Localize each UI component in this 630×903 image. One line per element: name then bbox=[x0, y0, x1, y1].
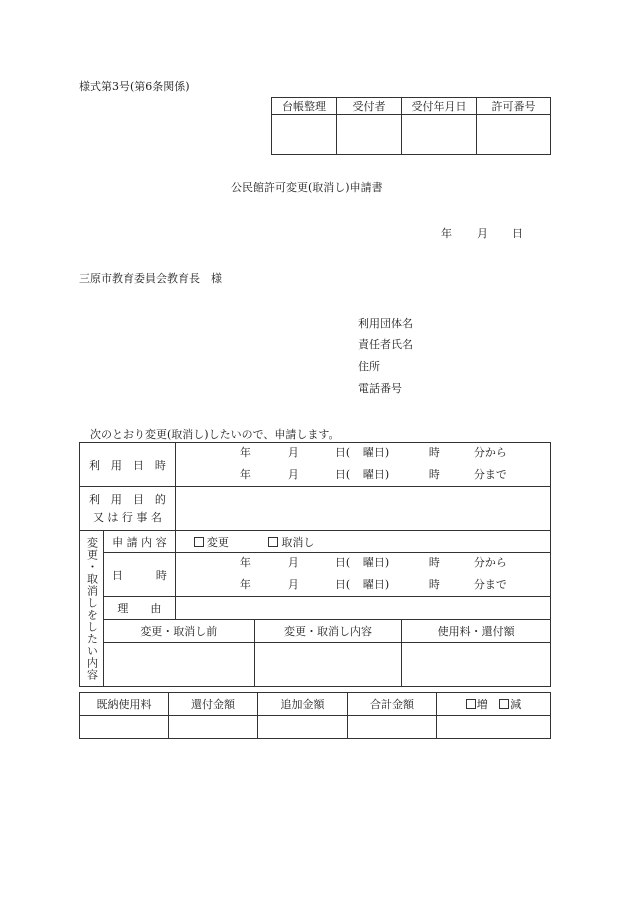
form-number: 様式第3号(第6条関係) bbox=[79, 80, 190, 93]
decrease-option[interactable] bbox=[499, 698, 521, 711]
change-end-hour: 時 bbox=[428, 578, 440, 591]
use-end-hour: 時 bbox=[428, 468, 440, 481]
label-group-name: 利用団体名 bbox=[358, 317, 413, 330]
use-datetime-label: 利 用 日 時 bbox=[80, 443, 176, 487]
header-permit-number: 許可番号 bbox=[477, 98, 551, 115]
intro-text: 次のとおり変更(取消し)したいので、申請します。 bbox=[90, 428, 340, 441]
option-change-label: 変更 bbox=[206, 535, 229, 549]
paid-fee-cell[interactable] bbox=[80, 716, 169, 739]
purpose-label bbox=[80, 487, 176, 531]
reason-label: 理 由 bbox=[103, 597, 175, 620]
use-start-month: 月 bbox=[287, 446, 299, 459]
use-end-day: 日( bbox=[334, 468, 351, 481]
decrease-checkbox[interactable] bbox=[499, 699, 509, 709]
use-start-day: 日( bbox=[334, 446, 351, 459]
ledger-cell[interactable] bbox=[272, 115, 337, 155]
date-month: 月 bbox=[477, 227, 488, 240]
use-end-weekday: 曜日) bbox=[362, 468, 390, 481]
date-day: 日 bbox=[512, 227, 523, 240]
change-start-minute: 分から bbox=[473, 556, 507, 569]
cancel-checkbox[interactable] bbox=[268, 537, 278, 547]
purpose-label-line1: 利 用 目 的 bbox=[88, 492, 166, 506]
change-end-minute: 分まで bbox=[473, 578, 507, 591]
purpose-label-line2: 又 は 行 事 名 bbox=[92, 510, 162, 524]
reason-cell[interactable] bbox=[175, 597, 550, 620]
total-amount-cell[interactable] bbox=[348, 716, 437, 739]
change-content-cell[interactable] bbox=[254, 643, 402, 687]
option-cancel-label: 取消し bbox=[281, 535, 315, 549]
increase-checkbox[interactable] bbox=[466, 699, 476, 709]
date-year: 年 bbox=[441, 227, 452, 240]
additional-amount-header: 追加金額 bbox=[258, 693, 348, 716]
header-receipt-date: 受付年月日 bbox=[402, 98, 477, 115]
change-start-hour: 時 bbox=[428, 556, 440, 569]
apply-content-label: 申 請 内 容 bbox=[103, 531, 175, 553]
change-datetime-label: 日 時 bbox=[103, 553, 175, 597]
use-start-minute: 分から bbox=[473, 446, 507, 459]
form-title: 公民館許可変更(取消し)申請書 bbox=[231, 181, 383, 194]
refund-amount-header: 還付金額 bbox=[169, 693, 258, 716]
change-section-label bbox=[80, 531, 104, 687]
increase-decrease-header bbox=[437, 693, 551, 716]
use-start-year: 年 bbox=[239, 446, 251, 459]
change-end-year: 年 bbox=[239, 578, 251, 591]
use-end-month: 月 bbox=[287, 468, 299, 481]
receipt-date-cell[interactable] bbox=[402, 115, 477, 155]
change-section-text: 変更・取消しをしたい内容 bbox=[85, 536, 99, 681]
option-cancel[interactable] bbox=[268, 536, 314, 549]
change-start-day: 日( bbox=[334, 556, 351, 569]
application-table bbox=[79, 442, 551, 687]
use-start-weekday: 曜日) bbox=[362, 446, 390, 459]
fee-table bbox=[79, 692, 551, 739]
change-content-header: 変更・取消し内容 bbox=[254, 620, 402, 643]
before-change-cell[interactable] bbox=[103, 643, 254, 687]
fee-refund-header: 使用料・還付額 bbox=[402, 620, 551, 643]
decrease-label: 減 bbox=[510, 698, 522, 711]
additional-amount-cell[interactable] bbox=[258, 716, 348, 739]
use-end-minute: 分まで bbox=[473, 468, 507, 481]
use-end-year: 年 bbox=[239, 468, 251, 481]
change-end-day: 日( bbox=[334, 578, 351, 591]
change-end-weekday: 曜日) bbox=[362, 578, 390, 591]
receiver-cell[interactable] bbox=[337, 115, 402, 155]
label-phone: 電話番号 bbox=[358, 382, 402, 395]
total-amount-header: 合計金額 bbox=[348, 693, 437, 716]
office-use-table bbox=[271, 97, 551, 155]
increase-decrease-cell[interactable] bbox=[437, 716, 551, 739]
permit-number-cell[interactable] bbox=[477, 115, 551, 155]
change-datetime-cell[interactable] bbox=[175, 553, 550, 597]
before-change-header: 変更・取消し前 bbox=[103, 620, 254, 643]
change-checkbox[interactable] bbox=[194, 537, 204, 547]
use-start-hour: 時 bbox=[428, 446, 440, 459]
fee-refund-cell[interactable] bbox=[402, 643, 551, 687]
paid-fee-header: 既納使用料 bbox=[80, 693, 169, 716]
increase-option[interactable] bbox=[466, 698, 488, 711]
addressee: 三原市教育委員会教育長 様 bbox=[79, 272, 222, 285]
purpose-cell[interactable] bbox=[175, 487, 550, 531]
option-change[interactable] bbox=[194, 536, 229, 549]
label-address: 住所 bbox=[358, 360, 380, 373]
refund-amount-cell[interactable] bbox=[169, 716, 258, 739]
change-end-month: 月 bbox=[287, 578, 299, 591]
change-start-year: 年 bbox=[239, 556, 251, 569]
increase-label: 増 bbox=[476, 698, 488, 711]
use-datetime-cell[interactable] bbox=[175, 443, 550, 487]
change-start-month: 月 bbox=[287, 556, 299, 569]
change-start-weekday: 曜日) bbox=[362, 556, 390, 569]
header-ledger: 台帳整理 bbox=[272, 98, 337, 115]
label-responsible-person: 責任者氏名 bbox=[358, 338, 413, 351]
header-receiver: 受付者 bbox=[337, 98, 402, 115]
apply-content-cell bbox=[175, 531, 550, 553]
